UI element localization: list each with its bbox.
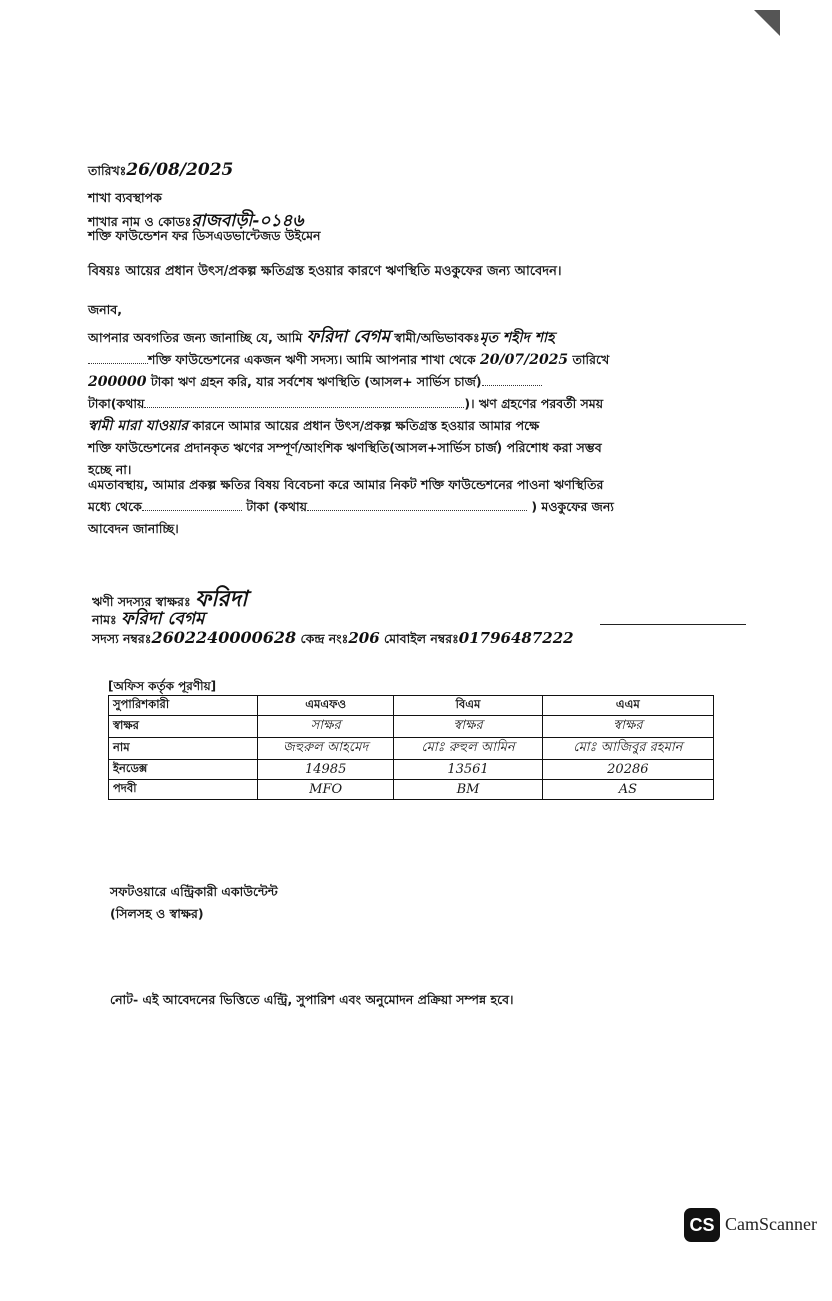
seal-signature-line: (সিলসহ ও স্বাক্ষর) xyxy=(110,906,204,921)
office-section-title: [অফিস কর্তৃক পূরণীয়] xyxy=(108,679,217,693)
office-row-label: ইনডেক্স xyxy=(109,760,258,780)
office-header-cell: এমএফও xyxy=(258,696,394,716)
office-cell: 14985 xyxy=(258,760,394,780)
underline-stroke xyxy=(600,624,746,625)
office-table-row xyxy=(109,716,714,738)
office-row-label: নাম xyxy=(109,738,258,760)
body-paragraph-1 xyxy=(88,326,708,481)
office-cell: স্বাক্ষর xyxy=(394,716,542,738)
dotted-blank xyxy=(482,385,542,386)
body-text: এমতাবস্থায়, আমার প্রকল্প ক্ষতির বিষয় বিবেচনা করে আমার নিকট শক্তি ফাউন্ডেশনের পাওনা ঋণস্থিতির xyxy=(88,477,604,492)
office-header-cell: সুপারিশকারী xyxy=(109,696,258,716)
branch-manager-line: শাখা ব্যবস্থাপক xyxy=(88,190,162,205)
name-label: নামঃ xyxy=(92,612,117,627)
body-text: টাকা ঋণ গ্রহন করি, যার সর্বশেষ ঋণস্থিতি (আসল+ সার্ভিস চার্জ) xyxy=(150,374,482,389)
camscanner-logo-icon: CS xyxy=(684,1208,720,1242)
member-signature: ফরিদা xyxy=(195,586,248,612)
body-text: আবেদন জানাচ্ছি। xyxy=(88,521,179,536)
mobile-label: মোবাইল নম্বরঃ xyxy=(384,631,459,646)
subject-line: বিষয়ঃ আয়ের প্রধান উৎস/প্রকল্প ক্ষতিগ্রস্ত হওয়ার কারণে ঋণস্থিতি মওকুফের জন্য আবেদন। xyxy=(88,264,562,279)
office-row-label: পদবী xyxy=(109,780,258,800)
office-row-label: স্বাক্ষর xyxy=(109,716,258,738)
reason-handwritten: স্বামী মারা যাওয়ার xyxy=(88,418,189,434)
dotted-blank xyxy=(142,510,242,511)
branch-name-label: শাখার নাম ও কোডঃ xyxy=(88,214,192,229)
body-text: কারনে আমার আয়ের প্রধান উৎস/প্রকল্প ক্ষতিগ্রস্ত হওয়ার আমার পক্ষে xyxy=(192,418,540,433)
office-table-row xyxy=(109,738,714,760)
body-text: আপনার অবগতির জন্য জানাচ্ছি যে, আমি xyxy=(88,330,303,345)
organization-line: শক্তি ফাউন্ডেশন ফর ডিসএডভান্টেজড উইমেন xyxy=(88,228,321,243)
body-text: ) মওকুফের জন্য xyxy=(531,499,614,514)
body-text: টাকা (কথায় xyxy=(246,499,307,514)
loan-date-handwritten: 20/07/2025 xyxy=(480,352,569,368)
office-cell: সাক্ষর xyxy=(258,716,394,738)
date-value: 26/08/2025 xyxy=(126,160,234,180)
office-cell: 20286 xyxy=(542,760,713,780)
body-text: )। ঋণ গ্রহণের পরবর্তী সময় xyxy=(464,396,604,411)
body-paragraph-2 xyxy=(88,474,708,540)
note-line: নোট- এই আবেদনের ভিত্তিতে এন্ট্রি, সুপারিশ এবং অনুমোদন প্রক্রিয়া সম্পন্ন হবে। xyxy=(110,992,514,1007)
member-name-handwritten: ফরিদা বেগম xyxy=(121,609,205,629)
member-number-line xyxy=(92,628,574,651)
date-label: তারিখঃ xyxy=(88,163,127,178)
member-number-handwritten: 2602240000628 xyxy=(151,628,297,647)
body-text: হচ্ছে না। xyxy=(88,462,132,477)
body-text: মধ্যে থেকে xyxy=(88,499,142,514)
office-cell: জহুরুল আহমেদ xyxy=(258,738,394,760)
office-cell: MFO xyxy=(258,780,394,800)
member-number-label: সদস্য নম্বরঃ xyxy=(92,631,152,646)
applicant-name-handwritten: ফরিদা বেগম xyxy=(306,327,391,347)
mobile-number-handwritten: 01796487222 xyxy=(458,629,574,647)
center-label: কেন্দ্র নংঃ xyxy=(300,631,349,646)
office-cell: BM xyxy=(394,780,542,800)
office-cell: 13561 xyxy=(394,760,542,780)
branch-name-value: রাজবাড়ী-০১৪৬ xyxy=(191,211,304,231)
body-text: শক্তি ফাউন্ডেশনের প্রদানকৃত ঋণের সম্পূর্ণ/আংশিক ঋণস্থিতি(আসল+সার্ভিস চার্জ) পরিশোধ করা সম্ভব xyxy=(88,440,602,455)
office-table-header-row xyxy=(109,696,714,716)
office-table-row xyxy=(109,780,714,800)
body-text: তারিখে xyxy=(572,352,610,367)
office-table-row xyxy=(109,760,714,780)
loan-amount-handwritten: 200000 xyxy=(88,374,147,390)
camscanner-watermark: CamScanner xyxy=(725,1214,817,1234)
center-number-handwritten: 206 xyxy=(348,629,380,647)
guardian-handwritten: মৃত শহীদ শাহ xyxy=(479,330,555,346)
dotted-blank xyxy=(307,510,527,511)
office-cell: মোঃ আজিবুর রহমান xyxy=(542,738,713,760)
date-line xyxy=(88,160,233,183)
body-text: স্বামী/অভিভাবকঃ xyxy=(394,330,480,345)
office-cell: মোঃ রুহুল আমিন xyxy=(394,738,542,760)
salutation: জনাব, xyxy=(88,302,122,317)
software-entry-line: সফটওয়ারে এন্ট্রিকারী একাউন্টেন্ট xyxy=(110,884,278,899)
dotted-blank xyxy=(144,407,464,408)
office-cell: স্বাক্ষর xyxy=(542,716,713,738)
office-table xyxy=(108,695,714,800)
page-corner-fold xyxy=(754,10,780,36)
dotted-blank xyxy=(88,363,148,364)
signature-label: ঋণী সদস্যর স্বাক্ষরঃ xyxy=(92,594,191,609)
office-header-cell: বিএম xyxy=(394,696,542,716)
office-header-cell: এএম xyxy=(542,696,713,716)
body-text: টাকা(কথায় xyxy=(88,396,145,411)
body-text: শক্তি ফাউন্ডেশনের একজন ঋণী সদস্য। আমি আপনার শাখা থেকে xyxy=(148,352,476,367)
office-cell: AS xyxy=(542,780,713,800)
